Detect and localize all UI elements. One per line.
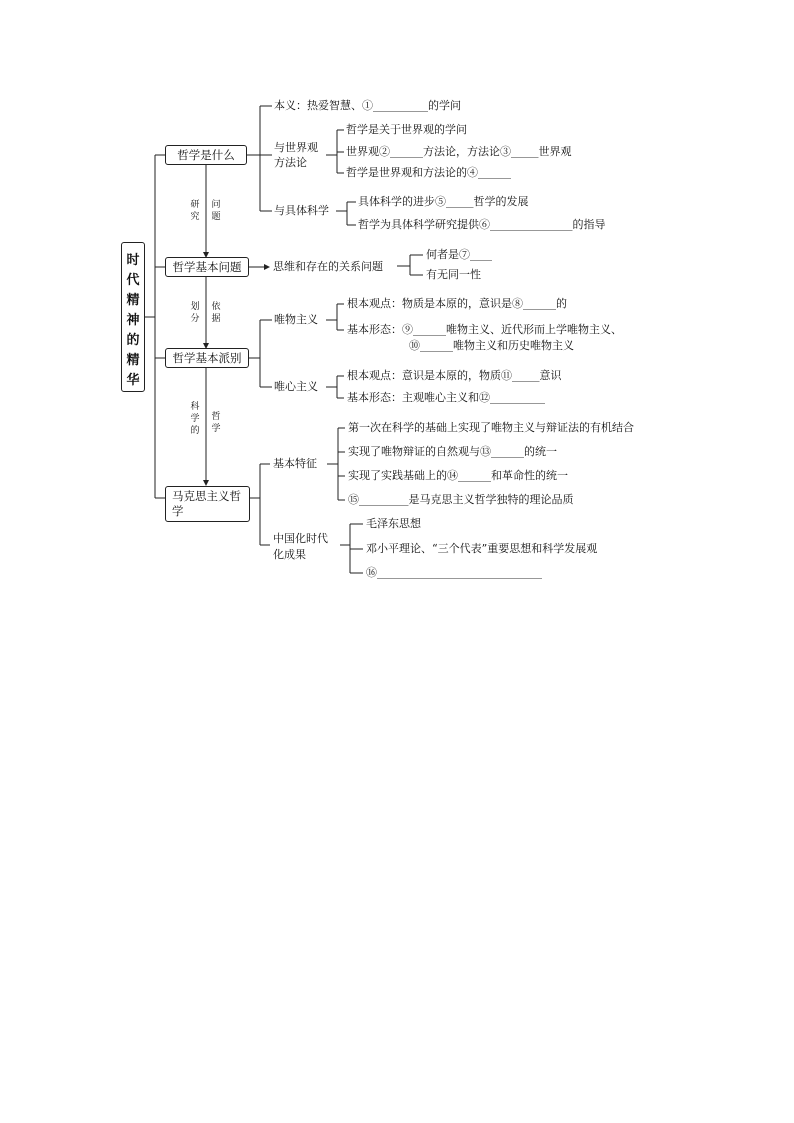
science-item: 哲学为具体科学研究提供⑥_______________的指导 <box>358 218 606 231</box>
idealism-label: 唯心主义 <box>274 380 318 393</box>
node-what-is-philosophy: 哲学是什么 <box>165 145 247 165</box>
connector-label-scientific: 科学的 <box>190 402 200 436</box>
node-basic-schools: 哲学基本派别 <box>165 348 249 368</box>
node-marxist-philosophy: 马克思主义哲学 <box>165 486 250 522</box>
node-basic-question: 哲学基本问题 <box>165 257 249 277</box>
root-char: 华 <box>126 373 140 388</box>
feature-item: 实现了实践基础上的⑭______和革命性的统一 <box>348 469 568 482</box>
origin-meaning: 本义：热爱智慧、①__________的学问 <box>274 99 461 112</box>
connector-label-divide: 划分 <box>190 302 200 324</box>
worldview-label-line2: 方法论 <box>274 156 307 169</box>
basic-question-item: 何者是⑦____ <box>426 248 492 261</box>
connector-label-research: 研究 <box>190 200 200 222</box>
features-label: 基本特征 <box>273 457 317 470</box>
materialism-view: 根本观点：物质是本原的，意识是⑧______的 <box>347 297 567 310</box>
connector-label-philosophy: 哲学 <box>211 412 221 434</box>
basic-question-label: 思维和存在的关系问题 <box>273 260 383 273</box>
root-char: 代 <box>126 273 140 288</box>
materialism-forms-line1: 基本形态：⑨______唯物主义、近代形而上学唯物主义、 <box>347 323 622 336</box>
connector-label-basis: 依据 <box>211 302 221 324</box>
worldview-item: 世界观②______方法论，方法论③_____世界观 <box>346 145 572 158</box>
science-label: 与具体科学 <box>274 204 329 217</box>
root-char: 精 <box>126 353 140 368</box>
idealism-forms: 基本形态：主观唯心主义和⑫__________ <box>347 391 545 404</box>
connector-label-question: 问题 <box>211 200 221 222</box>
feature-item: 第一次在科学的基础上实现了唯物主义与辩证法的有机结合 <box>348 421 634 434</box>
feature-item: 实现了唯物辩证的自然观与⑬______的统一 <box>348 445 557 458</box>
feature-item: ⑮_________是马克思主义哲学独特的理论品质 <box>348 493 574 506</box>
root-char: 时 <box>126 253 140 268</box>
materialism-label: 唯物主义 <box>274 313 318 326</box>
root-char: 的 <box>126 333 140 348</box>
worldview-label-line1: 与世界观 <box>274 141 318 154</box>
sinicized-item: 毛泽东思想 <box>366 517 421 530</box>
sinicized-label-line1: 中国化时代 <box>273 532 328 545</box>
sinicized-label-line2: 化成果 <box>273 548 306 561</box>
basic-question-item: 有无同一性 <box>426 268 481 281</box>
worldview-item: 哲学是关于世界观的学问 <box>346 123 467 136</box>
root-char: 神 <box>126 313 140 328</box>
worldview-item: 哲学是世界观和方法论的④______ <box>346 166 511 179</box>
sinicized-item: ⑯______________________________ <box>366 566 542 579</box>
science-item: 具体科学的进步⑤_____哲学的发展 <box>358 195 529 208</box>
root-node-vertical-title <box>121 242 145 392</box>
idealism-view: 根本观点：意识是本原的，物质⑪_____意识 <box>347 369 562 382</box>
materialism-forms-line2: ⑩______唯物主义和历史唯物主义 <box>409 339 574 352</box>
sinicized-item: 邓小平理论、“三个代表”重要思想和科学发展观 <box>366 542 598 555</box>
root-char: 精 <box>126 293 140 308</box>
